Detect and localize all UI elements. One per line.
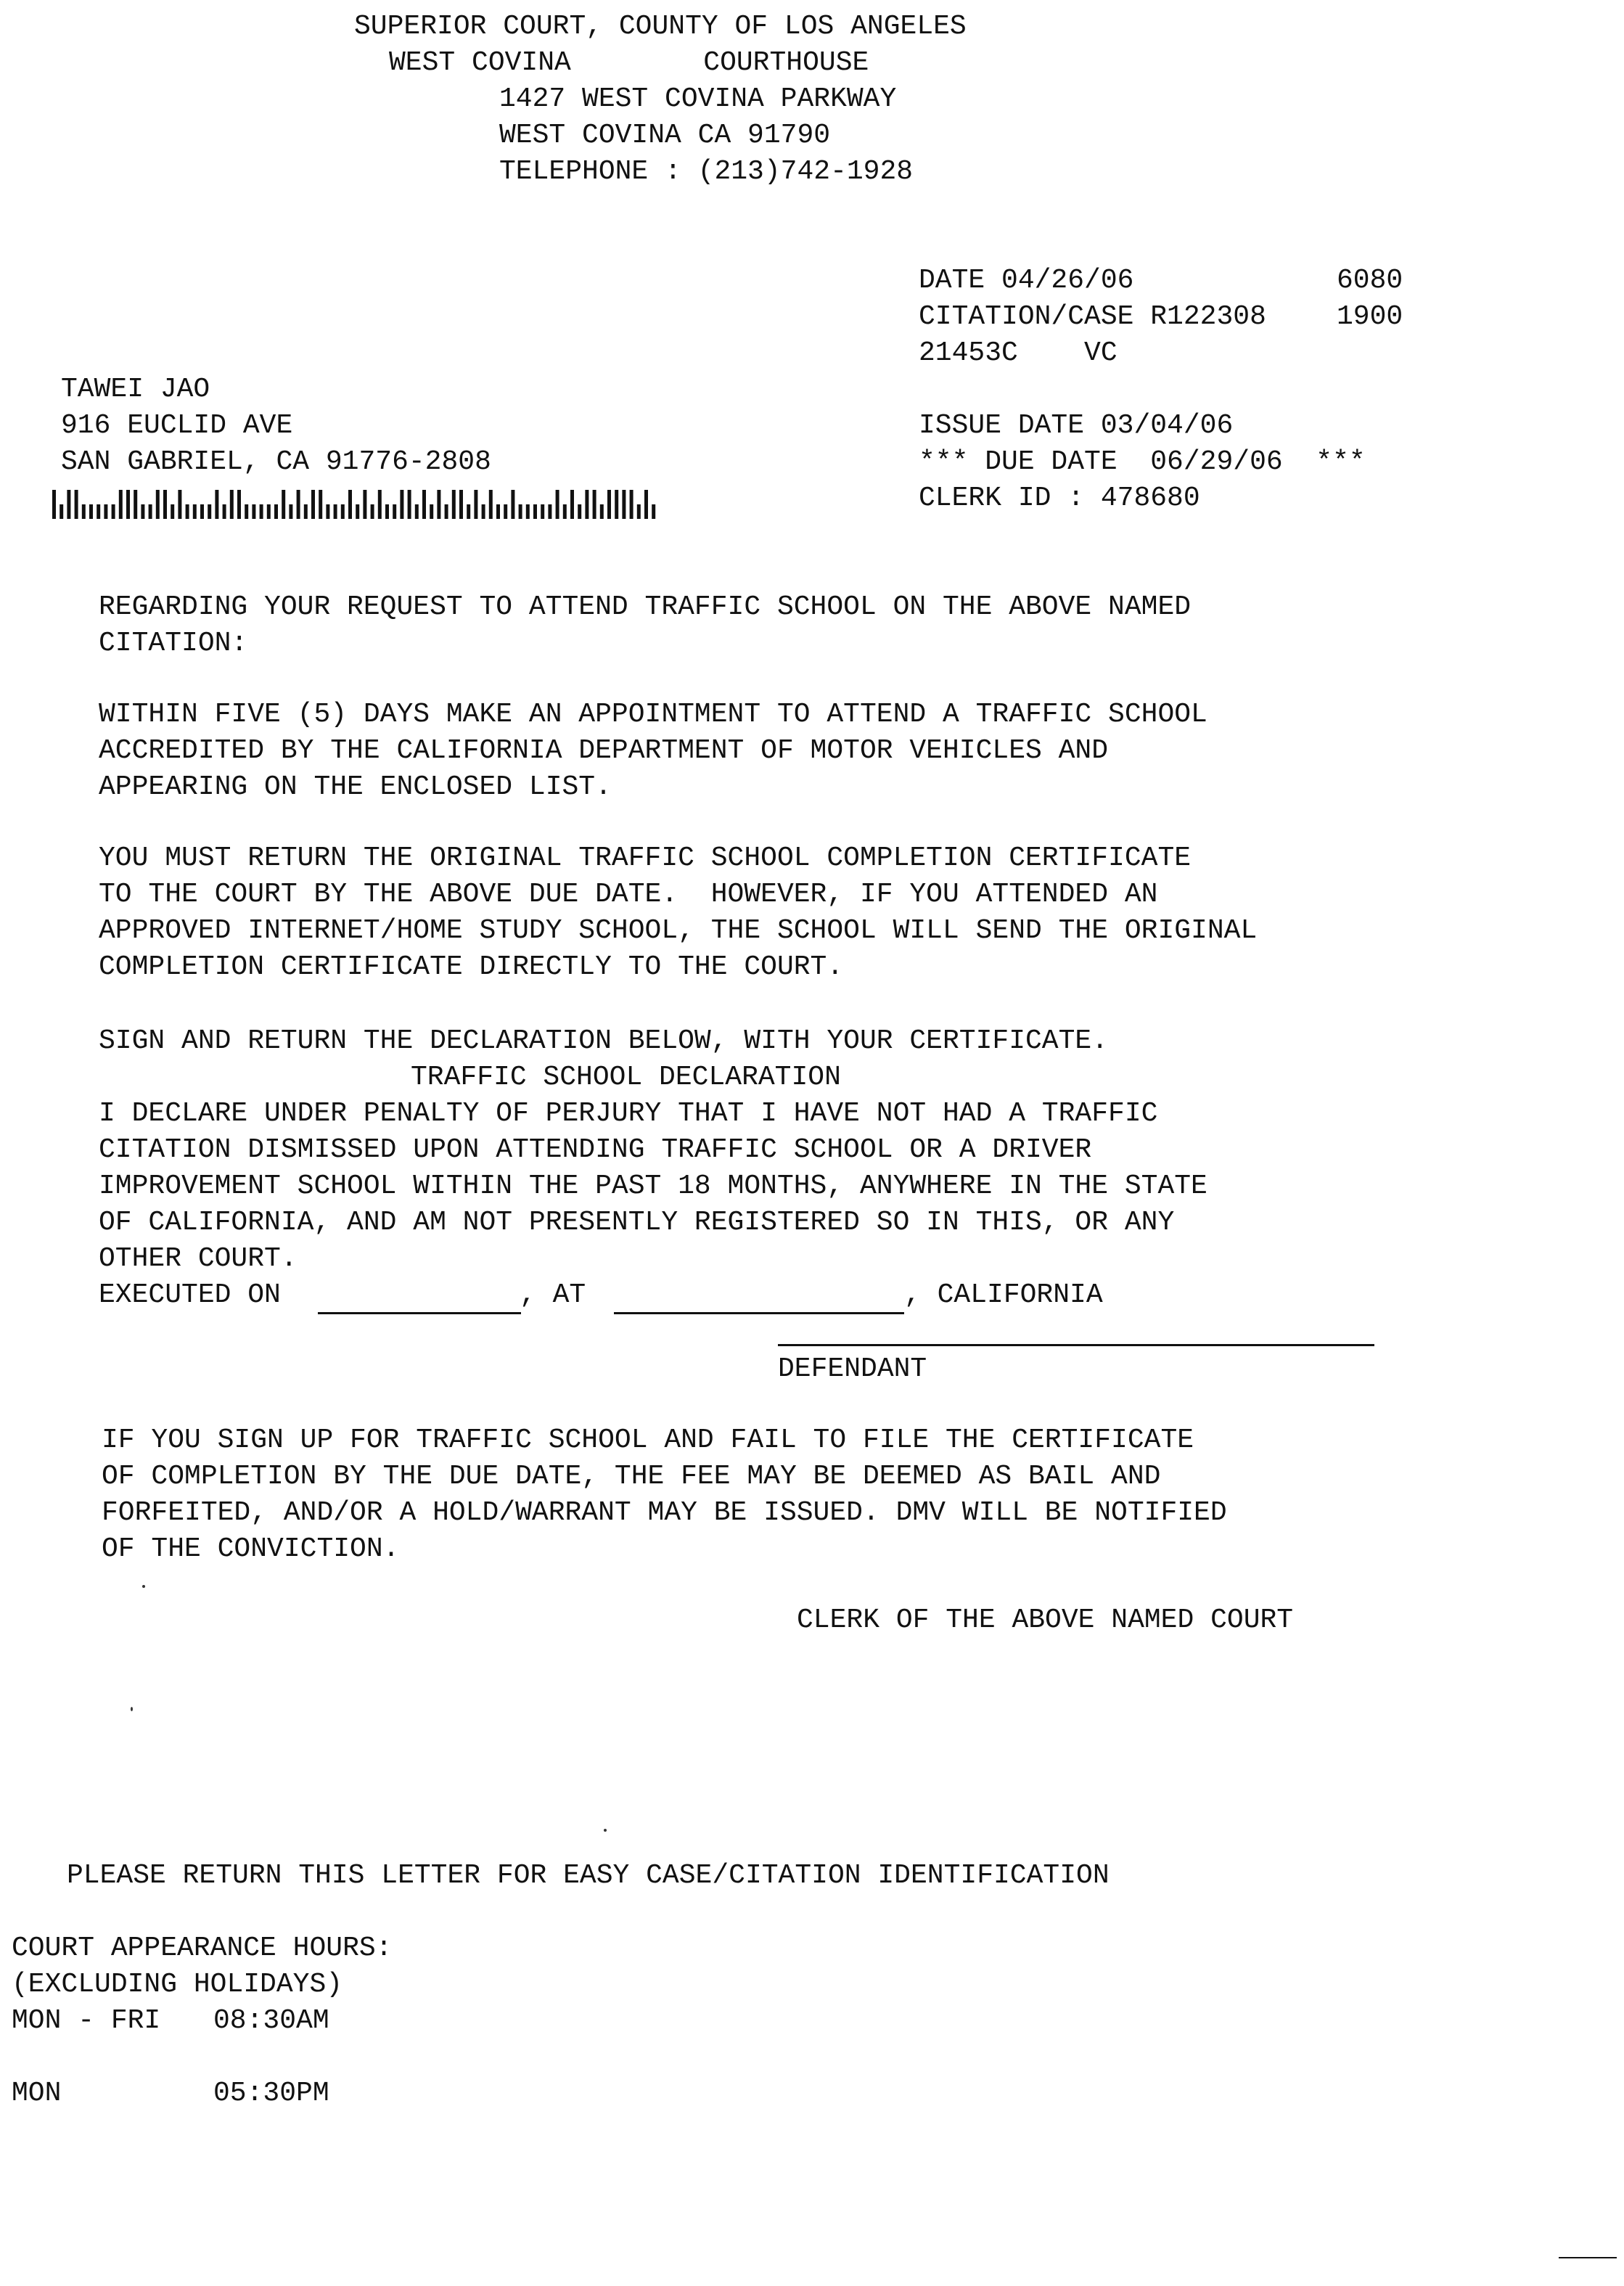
court-name: SUPERIOR COURT, COUNTY OF LOS ANGELES: [354, 11, 967, 42]
warning-paragraph: [102, 1422, 1227, 1568]
notice-date: DATE 04/26/06: [919, 265, 1134, 296]
declaration-paragraph: [99, 1096, 1207, 1277]
barcode-bar: [208, 504, 211, 519]
barcode-bar: [297, 490, 300, 519]
paragraph-line: TO THE COURT BY THE ABOVE DUE DATE. HOWEVER, IF YOU ATTENDED AN: [99, 879, 1158, 910]
barcode-bar: [289, 504, 292, 519]
barcode-bar: [186, 504, 189, 519]
certificate-return-paragraph: [99, 840, 1257, 986]
barcode-bar: [593, 490, 596, 519]
barcode-bar: [600, 504, 604, 519]
paragraph-line: OF THE CONVICTION.: [102, 1533, 400, 1565]
clerk-id: CLERK ID : 478680: [919, 483, 1200, 514]
paragraph-line: ACCREDITED BY THE CALIFORNIA DEPARTMENT OF MOTOR VEHICLES AND: [99, 735, 1109, 766]
barcode-bar: [75, 490, 78, 519]
return-letter-note: PLEASE RETURN THIS LETTER FOR EASY CASE/CITATION IDENTIFICATION: [67, 1860, 1110, 1891]
notice-date-code: 6080: [1337, 265, 1403, 296]
barcode-bar: [371, 504, 374, 519]
executed-place-blank[interactable]: [614, 1312, 904, 1314]
barcode-bar: [452, 490, 456, 519]
barcode-bar: [385, 504, 389, 519]
barcode-bar: [422, 490, 426, 519]
barcode-bar: [356, 504, 359, 519]
barcode-bar: [489, 490, 493, 519]
barcode-bar: [334, 504, 337, 519]
violation-code: 21453C VC: [919, 337, 1117, 369]
hours-row1-time: 08:30AM: [213, 2005, 329, 2036]
barcode-bar: [326, 504, 329, 519]
barcode-bar: [415, 504, 419, 519]
paragraph-line: COMPLETION CERTIFICATE DIRECTLY TO THE COURT.: [99, 951, 844, 983]
barcode-bar: [585, 490, 589, 519]
barcode-bar: [445, 504, 448, 519]
due-date: *** DUE DATE 06/29/06 ***: [919, 446, 1366, 478]
barcode-bar: [430, 504, 433, 519]
california-label: , CALIFORNIA: [904, 1279, 1103, 1311]
barcode-bar: [437, 490, 440, 519]
barcode-bar: [622, 490, 626, 519]
barcode-bar: [60, 504, 63, 519]
paragraph-line: IF YOU SIGN UP FOR TRAFFIC SCHOOL AND FAIL TO FILE THE CERTIFICATE: [102, 1425, 1194, 1456]
hours-title: COURT APPEARANCE HOURS:: [12, 1933, 393, 1964]
defendant-signature-line[interactable]: [778, 1344, 1374, 1346]
paragraph-line: IMPROVEMENT SCHOOL WITHIN THE PAST 18 MONTHS, ANYWHERE IN THE STATE: [99, 1171, 1207, 1202]
barcode-bar: [282, 490, 285, 519]
issue-date: ISSUE DATE 03/04/06: [919, 410, 1234, 441]
sign-return-instruction: SIGN AND RETURN THE DECLARATION BELOW, WITH YOUR CERTIFICATE.: [99, 1025, 1109, 1057]
barcode-bar: [378, 490, 382, 519]
executed-date-blank[interactable]: [318, 1312, 521, 1314]
clerk-signature: CLERK OF THE ABOVE NAMED COURT: [797, 1605, 1294, 1636]
barcode-bar: [556, 490, 559, 519]
executed-on-label: EXECUTED ON: [99, 1279, 281, 1311]
barcode-bar: [400, 490, 403, 519]
barcode-bar: [570, 490, 574, 519]
paragraph-line: WITHIN FIVE (5) DAYS MAKE AN APPOINTMENT TO ATTEND A TRAFFIC SCHOOL: [99, 699, 1207, 730]
paragraph-line: APPEARING ON THE ENCLOSED LIST.: [99, 771, 612, 803]
scan-speck: [131, 1707, 133, 1711]
courthouse-line: WEST COVINA COURTHOUSE: [389, 47, 869, 78]
paragraph-line: OTHER COURT.: [99, 1243, 298, 1274]
barcode-bar: [548, 504, 551, 519]
paragraph-line: YOU MUST RETURN THE ORIGINAL TRAFFIC SCHOOL COMPLETION CERTIFICATE: [99, 843, 1192, 874]
barcode-bar: [607, 490, 611, 519]
paragraph-line: FORFEITED, AND/OR A HOLD/WARRANT MAY BE ISSUED. DMV WILL BE NOTIFIED: [102, 1497, 1227, 1528]
barcode-bar: [311, 490, 315, 519]
addressee-street: 916 EUCLID AVE: [61, 410, 293, 441]
paragraph-line: OF CALIFORNIA, AND AM NOT PRESENTLY REGISTERED SO IN THIS, OR ANY: [99, 1207, 1175, 1238]
barcode-bar: [519, 504, 522, 519]
appointment-paragraph: [99, 697, 1207, 806]
paragraph-line: REGARDING YOUR REQUEST TO ATTEND TRAFFIC SCHOOL ON THE ABOVE NAMED: [99, 591, 1192, 623]
barcode-bar: [644, 490, 648, 519]
barcode-bar: [319, 490, 322, 519]
paragraph-line: CITATION DISMISSED UPON ATTENDING TRAFFIC SCHOOL OR A DRIVER: [99, 1134, 1092, 1165]
scan-speck: [604, 1829, 607, 1832]
barcode-bar: [97, 504, 100, 519]
barcode-bar: [237, 490, 241, 519]
barcode-bar: [149, 504, 152, 519]
barcode-bar: [563, 504, 567, 519]
barcode-bar: [467, 504, 470, 519]
addressee-city: SAN GABRIEL, CA 91776-2808: [61, 446, 491, 478]
barcode-bar: [52, 490, 56, 519]
barcode-bar: [363, 490, 366, 519]
hours-row2-days: MON: [12, 2078, 62, 2109]
barcode-bar: [245, 504, 248, 519]
barcode-bar: [82, 504, 86, 519]
at-label: , AT: [520, 1279, 586, 1311]
barcode-bar: [112, 504, 115, 519]
paragraph-line: I DECLARE UNDER PENALTY OF PERJURY THAT I HAVE NOT HAD A TRAFFIC: [99, 1098, 1158, 1129]
barcode-bar: [482, 504, 485, 519]
barcode-bar: [215, 490, 218, 519]
barcode-bar: [252, 504, 255, 519]
barcode-bar: [67, 490, 70, 519]
paragraph-line: CITATION:: [99, 628, 248, 659]
barcode-bar: [274, 504, 278, 519]
barcode-bar: [526, 504, 530, 519]
court-city: WEST COVINA CA 91790: [499, 120, 831, 151]
regarding-paragraph: [99, 589, 1191, 662]
barcode-bar: [267, 504, 271, 519]
barcode-bar: [260, 504, 263, 519]
barcode-bar: [178, 490, 181, 519]
barcode-bar: [200, 504, 204, 519]
barcode-bar: [341, 504, 345, 519]
barcode-bar: [348, 490, 352, 519]
barcode-bar: [223, 504, 226, 519]
defendant-label: DEFENDANT: [778, 1353, 927, 1385]
barcode-bar: [156, 490, 160, 519]
barcode-bar: [408, 490, 411, 519]
hours-row2-time: 05:30PM: [213, 2078, 329, 2109]
barcode-bar: [496, 504, 500, 519]
barcode-bar: [541, 504, 544, 519]
barcode-bar: [230, 490, 234, 519]
barcode-bar: [119, 490, 123, 519]
barcode-bar: [104, 504, 107, 519]
barcode-bar: [126, 490, 130, 519]
barcode-bar: [134, 490, 137, 519]
hours-row1-days: MON - FRI: [12, 2005, 161, 2036]
barcode-bar: [504, 504, 507, 519]
barcode-bar: [474, 490, 477, 519]
barcode-bar: [193, 504, 197, 519]
declaration-title: TRAFFIC SCHOOL DECLARATION: [411, 1062, 841, 1093]
hours-note: (EXCLUDING HOLIDAYS): [12, 1969, 343, 2000]
barcode-bar: [615, 490, 618, 519]
barcode-bar: [163, 490, 167, 519]
barcode-bar: [511, 490, 514, 519]
barcode-bar: [393, 504, 396, 519]
citation-code: 1900: [1337, 301, 1403, 332]
addressee-name: TAWEI JAO: [61, 374, 210, 405]
barcode-bar: [304, 504, 308, 519]
scan-edge-mark: [1559, 2257, 1617, 2258]
barcode-bar: [141, 504, 144, 519]
barcode-bar: [89, 504, 93, 519]
citation-case-number: CITATION/CASE R122308: [919, 301, 1266, 332]
court-street: 1427 WEST COVINA PARKWAY: [499, 83, 897, 115]
court-telephone: TELEPHONE : (213)742-1928: [499, 156, 914, 187]
barcode-bar: [533, 504, 537, 519]
paragraph-line: OF COMPLETION BY THE DUE DATE, THE FEE MAY BE DEEMED AS BAIL AND: [102, 1461, 1161, 1492]
postal-barcode: [52, 489, 670, 520]
barcode-bar: [459, 490, 463, 519]
barcode-bar: [630, 490, 633, 519]
paragraph-line: APPROVED INTERNET/HOME STUDY SCHOOL, THE SCHOOL WILL SEND THE ORIGINAL: [99, 915, 1258, 946]
barcode-bar: [637, 504, 641, 519]
scan-speck: [142, 1585, 145, 1588]
barcode-bar: [578, 504, 581, 519]
barcode-bar: [171, 504, 174, 519]
barcode-bar: [652, 504, 655, 519]
